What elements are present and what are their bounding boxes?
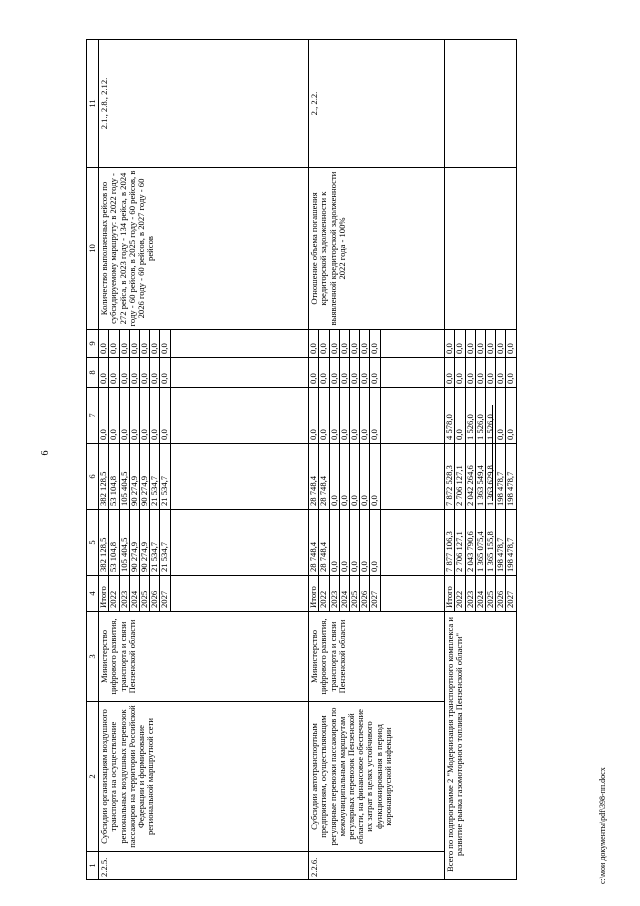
year-label: 2025	[486, 576, 496, 611]
year-label: 2027	[160, 576, 170, 611]
value: 0,0	[309, 388, 319, 443]
table-row	[309, 40, 445, 880]
year-label: 2024	[130, 576, 140, 611]
column-number-row	[87, 40, 99, 880]
value: 0,0	[350, 330, 360, 357]
value: 0,0	[370, 510, 380, 575]
year-label: 2027	[505, 590, 516, 608]
value: 0,0	[486, 330, 496, 357]
column-number: 7	[87, 388, 99, 444]
value: 0,0	[496, 330, 506, 357]
value: 0,0	[330, 358, 340, 387]
value: 0,0	[160, 330, 170, 357]
total-funding-cell	[99, 510, 309, 576]
value: 28 748,4	[309, 510, 319, 575]
year-label: 2025	[140, 576, 150, 611]
value: 198 478,7	[496, 510, 506, 575]
regional-budget-cell	[445, 444, 516, 510]
value: 21 534,7	[160, 510, 170, 575]
value: 0,0	[130, 388, 140, 443]
budget-table	[86, 39, 517, 880]
local-budget-cell	[445, 358, 516, 388]
value: 0,0	[350, 444, 360, 509]
value: 0,0	[360, 388, 370, 443]
value: 0,0	[505, 373, 516, 384]
value: 0,0	[455, 388, 465, 443]
years-cell	[309, 576, 445, 612]
value: 0,0	[350, 510, 360, 575]
value: 0,0	[120, 358, 130, 387]
value: 0,0	[340, 330, 350, 357]
value: 0,0	[120, 388, 130, 443]
value: 0,0	[360, 358, 370, 387]
related-indicators: 2.1., 2.8., 2.12.	[99, 40, 309, 168]
value: 0,0	[466, 358, 476, 387]
value: 382 128,5	[99, 444, 109, 509]
value: 105 404,5	[120, 444, 130, 509]
value: 0,0	[330, 510, 340, 575]
value: 0,0	[140, 330, 150, 357]
value: 0,0	[350, 388, 360, 443]
value: 198 478,7	[505, 537, 516, 572]
value: 0,0	[140, 388, 150, 443]
value: 1 363 629,8	[486, 444, 496, 509]
value: 0,0	[120, 330, 130, 357]
year-label: Итого	[309, 576, 319, 611]
value: 21 534,7	[150, 510, 160, 575]
year-label: 2027	[370, 576, 380, 611]
local-budget-cell	[99, 358, 309, 388]
value: 90 274,9	[130, 444, 140, 509]
value: 0,0	[360, 330, 370, 357]
total-funding-cell	[445, 510, 516, 576]
value: 2 706 127,1	[455, 444, 465, 509]
value: 0,0	[370, 444, 380, 509]
column-number: 6	[87, 444, 99, 510]
column-number: 1	[87, 852, 99, 880]
value: 0,0	[319, 388, 329, 443]
column-number: 9	[87, 330, 99, 358]
footer-divider	[492, 405, 493, 501]
value: 0,0	[350, 358, 360, 387]
value: 0,0	[370, 330, 380, 357]
row-number: 2.2.6.	[309, 852, 445, 880]
value: 0,0	[466, 330, 476, 357]
value: 53 104,8	[109, 444, 119, 509]
column-number: 10	[87, 168, 99, 330]
value: 2 042 264,6	[466, 444, 476, 509]
other-sources-cell	[99, 330, 309, 358]
related-indicators: 2., 2.2.	[309, 40, 445, 168]
executor: Министерство цифрового развития, транспорта и связи Пензенской области	[99, 612, 309, 702]
value: 28 748,4	[319, 444, 329, 509]
value: 1 526,0	[476, 388, 486, 443]
value: 0,0	[455, 358, 465, 387]
column-number: 8	[87, 358, 99, 388]
indicator: Отношение объема погашения кредиторской задолженности к выявленной кредиторской задолженности 2022 года - 100%	[309, 168, 445, 330]
other-sources-cell	[445, 330, 516, 358]
value: 0,0	[496, 388, 506, 443]
year-label: 2023	[330, 576, 340, 611]
year-label: Итого	[445, 576, 455, 611]
value: 28 748,4	[319, 510, 329, 575]
total-row	[445, 40, 516, 880]
indicator: Количество выполненных рейсов по субсидируемому маршруту: в 2022 году - 272 рейса, в 2023 году - 134 рейса, в 2024 году - 60 рейсов, в 2025 году - 60 рейсов, в 2026 году - 60 рейсов, в 2027 году - 60 рейсов	[99, 168, 309, 330]
value: 1 365 075,4	[476, 510, 486, 575]
value: 0,0	[130, 330, 140, 357]
years-cell	[445, 576, 516, 612]
measure-name: Субсидии автотранспортным предприятиям, осуществляющим регулярные перевозки пассажиров по межмуниципальным маршрутам регулярных перевозок Пензенской области, на финансовое обеспечение их затрат в целях устойчивого функционирования в период коронавирусной инфекции	[309, 702, 445, 852]
value: 0,0	[340, 388, 350, 443]
federal-budget-cell	[309, 388, 445, 444]
value: 0,0	[99, 388, 109, 443]
regional-budget-cell	[309, 444, 445, 510]
year-label: 2022	[319, 576, 329, 611]
page-number: 6	[40, 450, 51, 456]
value: 2 706 127,1	[455, 510, 465, 575]
value: 0,0	[505, 343, 516, 354]
value: 0,0	[99, 358, 109, 387]
year-label: 2026	[150, 576, 160, 611]
value: 0,0	[370, 388, 380, 443]
value: 0,0	[150, 388, 160, 443]
value: 0,0	[150, 358, 160, 387]
value: 1 365 155,8	[486, 510, 496, 575]
value: 0,0	[309, 358, 319, 387]
value: 1 526,0	[466, 388, 476, 443]
value: 0,0	[109, 358, 119, 387]
value: 1 526,0	[486, 388, 496, 443]
value: 198 478,7	[496, 444, 506, 509]
column-number: 4	[87, 576, 99, 612]
year-label: Итого	[99, 576, 109, 611]
year-label: 2024	[340, 576, 350, 611]
value: 90 274,9	[140, 510, 150, 575]
year-label: 2024	[476, 576, 486, 611]
year-label: 2022	[455, 576, 465, 611]
subprogram-total-label: Всего по подпрограмме 2 "Модернизация транспортного комплекса и развитие рынка газомоторного топлива Пензенской области"	[445, 612, 516, 880]
value: 90 274,9	[140, 444, 150, 509]
value: 0,0	[505, 429, 516, 440]
year-label: 2023	[120, 576, 130, 611]
value: 382 128,5	[99, 510, 109, 575]
value: 0,0	[360, 510, 370, 575]
years-cell	[99, 576, 309, 612]
value: 0,0	[340, 510, 350, 575]
table-row	[99, 40, 309, 880]
year-label: 2026	[360, 576, 370, 611]
value: 0,0	[109, 330, 119, 357]
value: 7 877 106,3	[445, 510, 455, 575]
other-sources-cell	[309, 330, 445, 358]
value: 0,0	[160, 388, 170, 443]
value: 0,0	[360, 444, 370, 509]
year-label: 2022	[109, 576, 119, 611]
value: 0,0	[370, 358, 380, 387]
value: 0,0	[330, 388, 340, 443]
value: 0,0	[496, 358, 506, 387]
empty-cell	[445, 168, 516, 330]
column-number: 2	[87, 702, 99, 852]
value: 0,0	[330, 330, 340, 357]
executor: Министерство цифрового развития, транспорта и связи Пензенской области	[309, 612, 445, 702]
value: 0,0	[340, 444, 350, 509]
column-number: 11	[87, 40, 99, 168]
year-label: 2026	[496, 576, 506, 611]
value: 105 404,5	[120, 510, 130, 575]
empty-cell	[445, 40, 516, 168]
value: 0,0	[476, 358, 486, 387]
local-budget-cell	[309, 358, 445, 388]
measure-name: Субсидии организациям воздушного транспорта на осуществление региональных воздушных перевозок пассажиров на территории Российской Федерации и формирование региональной маршрутной сети	[99, 702, 309, 852]
regional-budget-cell	[99, 444, 309, 510]
value: 0,0	[455, 330, 465, 357]
value: 21 534,7	[150, 444, 160, 509]
value: 90 274,9	[130, 510, 140, 575]
column-number: 3	[87, 612, 99, 702]
value: 28 748,4	[309, 444, 319, 509]
value: 0,0	[486, 358, 496, 387]
value: 0,0	[340, 358, 350, 387]
value: 53 104,8	[109, 510, 119, 575]
value: 0,0	[476, 330, 486, 357]
total-funding-cell	[309, 510, 445, 576]
value: 0,0	[319, 330, 329, 357]
value: 0,0	[109, 388, 119, 443]
value: 0,0	[140, 358, 150, 387]
value: 0,0	[445, 358, 455, 387]
value: 0,0	[99, 330, 109, 357]
federal-budget-cell	[99, 388, 309, 444]
value: 0,0	[330, 444, 340, 509]
value: 0,0	[160, 358, 170, 387]
value: 2 043 790,6	[466, 510, 476, 575]
value: 0,0	[445, 330, 455, 357]
row-number: 2.2.5.	[99, 852, 309, 880]
footer-file-path: c:\мои документы\pdf\398-пп.docx	[598, 767, 607, 884]
value: 0,0	[319, 358, 329, 387]
value: 198 478,7	[505, 471, 516, 506]
value: 7 872 528,3	[445, 444, 455, 509]
federal-budget-cell	[445, 388, 516, 444]
value: 4 578,0	[445, 388, 455, 443]
year-label: 2023	[466, 576, 476, 611]
value: 1 363 549,4	[476, 444, 486, 509]
value: 0,0	[309, 330, 319, 357]
year-label: 2025	[350, 576, 360, 611]
column-number: 5	[87, 510, 99, 576]
value: 0,0	[150, 330, 160, 357]
value: 0,0	[130, 358, 140, 387]
value: 21 534,7	[160, 444, 170, 509]
